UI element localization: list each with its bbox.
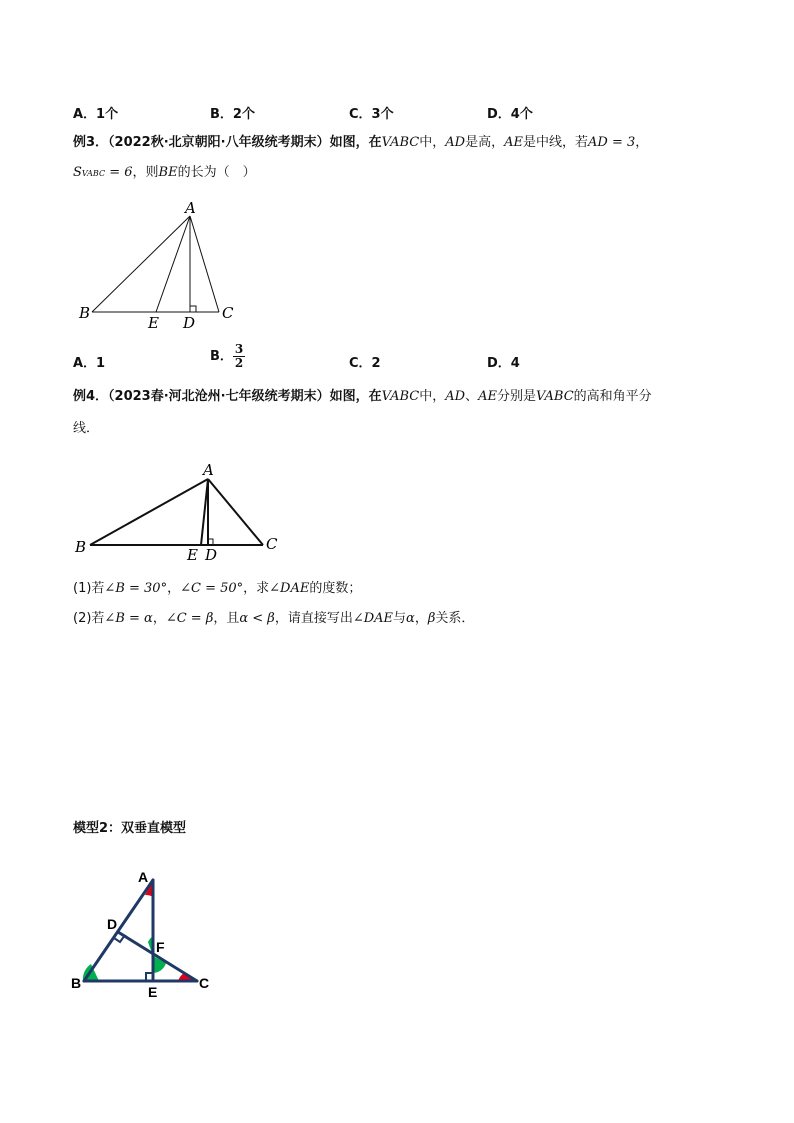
example4-question-line2: 线． [73,421,100,436]
label-b: B [79,304,91,322]
example3-prefix: 例3．（2022秋·北京朝阳·八年级统考期末）如图，在 [73,135,382,150]
label-d: D [183,314,196,332]
label-c: C [222,304,234,322]
example4-question-line1: 例4．（2023春·河北沧州·七年级统考期末）如图，在VABC中，AD、AE分别是VABC的高和角平分 [73,389,652,404]
label-e: E [148,984,158,997]
label-c: C [266,535,278,553]
label-a: A [203,461,214,479]
example4-prefix: 例4．（2023春·河北沧州·七年级统考期末）如图，在 [73,389,382,404]
label-d: D [107,916,118,932]
label-e: E [148,314,159,332]
label-f: F [156,939,165,955]
label-d: D [205,546,218,564]
label-e: E [187,546,198,564]
option-b: B．2个 [210,107,255,122]
label-b: B [71,975,82,991]
option-a: A．1个 [73,107,119,122]
label-c: C [199,975,210,991]
ex3-option-a: A．1 [73,356,106,371]
example3-question-line2: SVABC = 6，则BE的长为（ ） [73,165,256,180]
example3-triangle-figure [75,198,245,333]
model2-heading: 模型2：双垂直模型 [73,821,187,836]
option-c: C．3个 [349,107,394,122]
option-d: D．4个 [487,107,533,122]
example4-question-2: (2)若∠B = α，∠C = β，且α < β，请直接写出∠DAE与α，β关系． [73,611,475,626]
example3-question-line1: 例3．（2022秋·北京朝阳·八年级统考期末）如图，在VABC中，AD是高，AE是中线，若AD = 3， [73,135,649,150]
ex3-option-b: B． $\frac{3}{2}$ [210,342,244,370]
example4-triangle-figure [72,458,287,568]
ex3-option-c: C．2 [349,356,381,371]
ex3-option-d: D．4 [487,356,520,371]
label-a: A [138,869,149,885]
fraction-three-halves: $\frac{3}{2}$ [234,342,244,370]
model2-double-perpendicular-figure [68,862,218,997]
example4-question-1: (1)若∠B = 30°，∠C = 50°，求∠DAE的度数； [73,581,362,596]
label-b: B [75,538,87,556]
label-a: A [185,199,196,217]
